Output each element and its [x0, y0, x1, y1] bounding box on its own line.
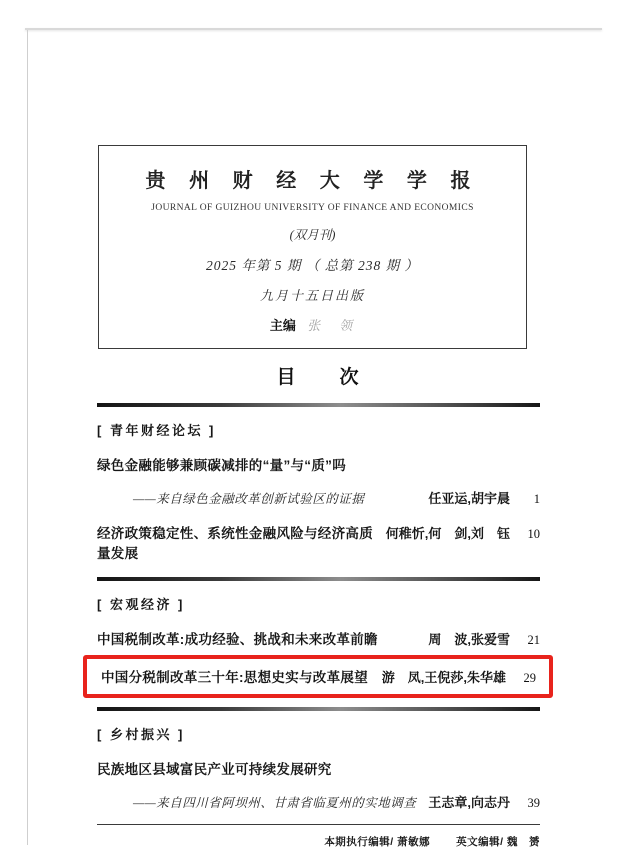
section-divider [97, 577, 540, 581]
journal-masthead-box [98, 145, 527, 349]
chief-editor-line [99, 315, 526, 334]
article-row[interactable] [97, 758, 540, 778]
section-divider [97, 403, 540, 407]
chief-editor-label: 主编 [269, 318, 296, 333]
article-title: 绿色金融能够兼顾碳减排的“量”与“质”吗 [97, 458, 346, 473]
article-page-number: 1 [533, 492, 540, 506]
article-authors: 周 波,张爱雪 [428, 632, 510, 647]
article-title: 中国分税制改革三十年:思想史实与改革展望 [101, 670, 368, 685]
article-authors: 游 凤,王倪莎,朱华雄 [381, 670, 506, 685]
footer-editors-line [97, 834, 540, 849]
english-editor: 英文编辑/ 魏 赟 [456, 836, 540, 848]
highlighted-article-box[interactable] [83, 655, 553, 698]
article-page-number: 29 [523, 671, 536, 685]
article-subtitle-row[interactable] [97, 488, 540, 507]
footer-divider [97, 824, 540, 825]
article-page-number: 39 [527, 796, 540, 810]
journal-title-en: JOURNAL OF GUIZHOU UNIVERSITY OF FINANCE AND ECONOMICS [151, 203, 474, 213]
journal-frequency: (双月刊) [289, 228, 336, 242]
section-label-youth-finance-forum: [ 青年财经论坛 ] [97, 423, 216, 438]
journal-title-cn: 贵 州 财 经 大 学 学 报 [145, 170, 480, 192]
article-subtitle: ——来自四川省阿坝州、甘肃省临夏州的实地调查 [133, 796, 417, 810]
executive-editor: 本期执行编辑/ 萧敏娜 [324, 836, 431, 848]
toc-page [97, 145, 540, 849]
section-label-rural-revitalization: [ 乡村振兴 ] [97, 727, 185, 742]
article-title: 民族地区县域富民产业可持续发展研究 [97, 762, 332, 777]
page-edge-left [27, 30, 28, 845]
article-row-highlighted[interactable] [101, 666, 536, 686]
journal-publish-date: 九月十五日出版 [259, 288, 365, 303]
article-row[interactable] [97, 522, 540, 562]
section-divider [97, 707, 540, 711]
chief-editor-name: 张 领 [307, 318, 356, 333]
article-title: 经济政策稳定性、系统性金融风险与经济高质量发展 [97, 526, 373, 561]
article-title: 中国税制改革:成功经验、挑战和未来改革前瞻 [97, 632, 378, 647]
article-page-number: 21 [527, 633, 540, 647]
section-label-macroeconomics: [ 宏观经济 ] [97, 597, 185, 612]
article-authors: 何稚忻,何 剑,刘 钰 [385, 526, 510, 541]
article-authors: 任亚运,胡宇晨 [428, 491, 510, 506]
article-subtitle-row[interactable] [97, 792, 540, 811]
toc-heading: 目 次 [276, 367, 361, 388]
article-page-number: 10 [527, 527, 540, 541]
article-authors: 王志章,向志丹 [428, 795, 510, 810]
journal-issue-line: 2025 年第 5 期 （ 总第 238 期 ） [206, 258, 419, 273]
page-edge-top [25, 28, 602, 30]
article-row[interactable] [97, 454, 540, 474]
article-subtitle: ——来自绿色金融改革创新试验区的证据 [133, 492, 365, 506]
article-row[interactable] [97, 628, 540, 648]
